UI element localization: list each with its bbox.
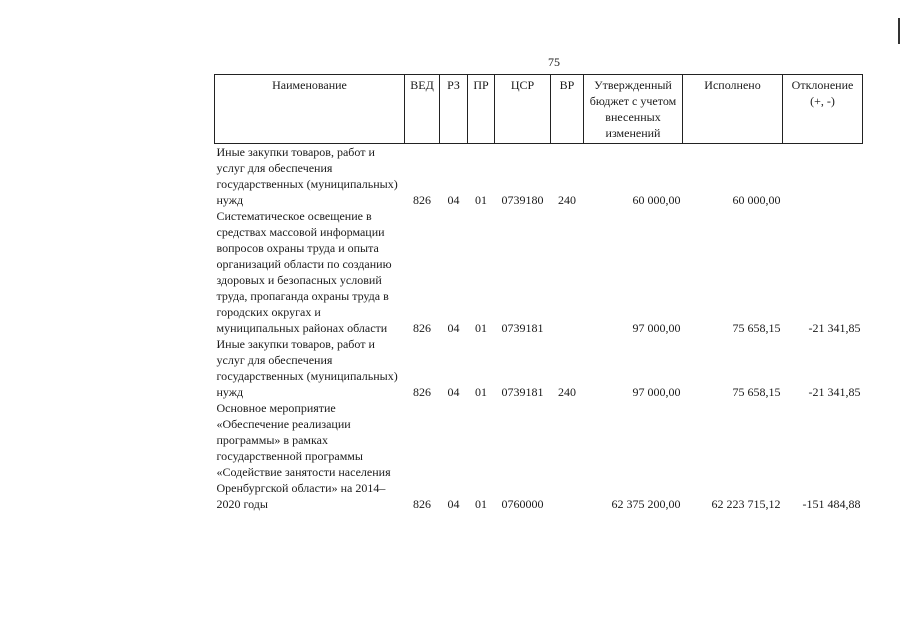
row-pr: 01: [475, 193, 487, 207]
row-csr: 0739181: [501, 321, 544, 335]
row-rz: 04: [447, 193, 460, 207]
row-vr: [551, 208, 584, 336]
row-done: 62 223 715,12: [711, 497, 781, 511]
header-pr: ПР: [468, 75, 495, 144]
row-ved: 826: [413, 385, 431, 399]
row-name: Систематическое освещение в средствах массовой информации вопросов охраны труда и опыта организаций области по созданию здоровых и безопасных условий труда, пропаганда охраны труда в городских округах и муниципальных районах области: [216, 209, 392, 335]
row-csr: 0739181: [501, 385, 544, 399]
table-row: [215, 336, 863, 400]
row-ved: 826: [413, 497, 431, 511]
row-csr: 0739180: [501, 193, 544, 207]
row-deviation: -21 341,85: [808, 385, 861, 399]
row-pr: 01: [475, 385, 487, 399]
row-done: 75 658,15: [732, 385, 781, 399]
row-done: 75 658,15: [732, 321, 781, 335]
header-deviation: Отклонение (+, -): [783, 75, 863, 144]
header-done: Исполнено: [683, 75, 783, 144]
scan-edge-mark: [898, 18, 900, 44]
row-rz: 04: [447, 385, 460, 399]
header-ved: ВЕД: [405, 75, 440, 144]
header-approved: Утвержденный бюджет с учетом внесенных изменений: [584, 75, 683, 144]
row-deviation: [783, 144, 863, 209]
row-deviation: -151 484,88: [802, 497, 861, 511]
row-done: 60 000,00: [732, 193, 781, 207]
row-pr: 01: [475, 497, 487, 511]
row-deviation: -21 341,85: [808, 321, 861, 335]
header-vr: ВР: [551, 75, 584, 144]
row-vr: 240: [558, 193, 576, 207]
row-rz: 04: [447, 497, 460, 511]
row-approved: 97 000,00: [632, 321, 681, 335]
table-header-row: [215, 75, 863, 144]
row-ved: 826: [413, 193, 431, 207]
row-vr: 240: [558, 385, 576, 399]
header-rz: РЗ: [440, 75, 468, 144]
table-row: [215, 144, 863, 209]
page-number: 75: [548, 55, 560, 69]
header-name: Наименование: [215, 75, 405, 144]
row-approved: 97 000,00: [632, 385, 681, 399]
header-csr: ЦСР: [495, 75, 551, 144]
row-name: Иные закупки товаров, работ и услуг для обеспечения государственных (муниципальных) нужд: [216, 337, 398, 399]
row-name: Основное мероприятие «Обеспечение реализации программы» в рамках государственной программы «Содействие занятости населения Оренбургской области» на 2014–2020 годы: [216, 401, 391, 511]
row-rz: 04: [447, 321, 460, 335]
table-row: [215, 400, 863, 512]
table-row: [215, 208, 863, 336]
budget-table: [214, 74, 863, 512]
row-approved: 62 375 200,00: [611, 497, 681, 511]
row-approved: 60 000,00: [632, 193, 681, 207]
row-vr: [551, 400, 584, 512]
row-pr: 01: [475, 321, 487, 335]
row-csr: 0760000: [501, 497, 544, 511]
row-ved: 826: [413, 321, 431, 335]
row-name: Иные закупки товаров, работ и услуг для обеспечения государственных (муниципальных) нужд: [216, 145, 398, 207]
